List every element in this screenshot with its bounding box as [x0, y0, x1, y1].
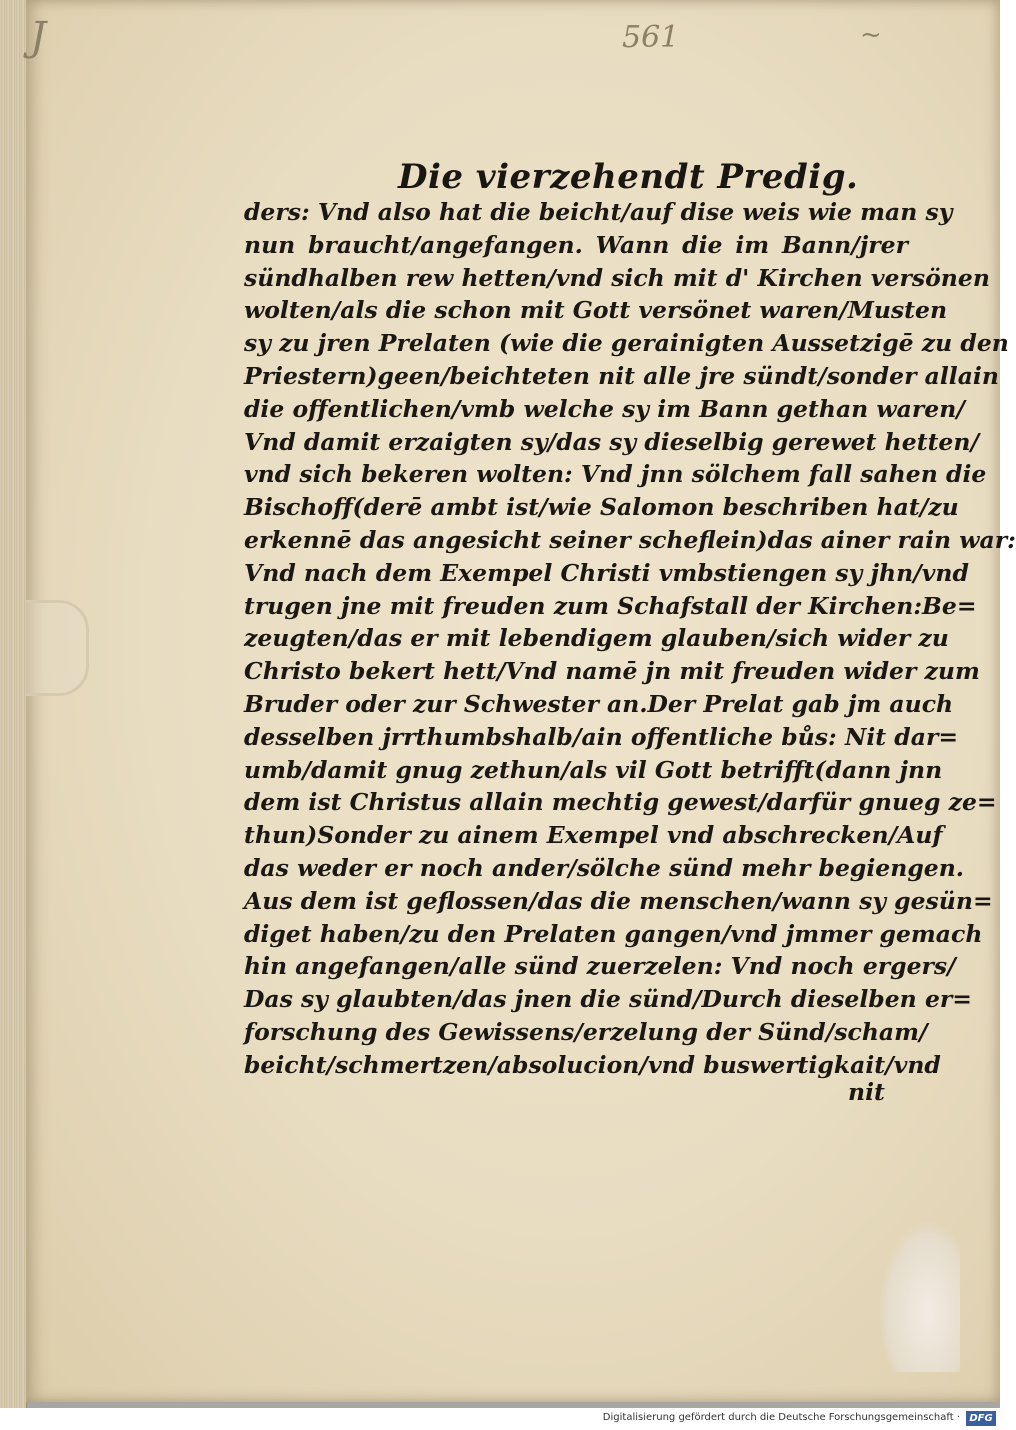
dfg-logo: DFG — [966, 1411, 996, 1426]
text-line: die offentlichen/vmb welche sy im Bann gethan waren/ — [244, 394, 965, 423]
text-line: zeugten/das er mit lebendigem glauben/sich wider zu — [244, 624, 949, 653]
text-line: Aus dem ist geflossen/das die menschen/wann sy gesün= — [244, 886, 993, 915]
funding-credit: Digitalisierung gefördert durch die Deutsche Forschungsgemeinschaft · — [602, 1412, 960, 1423]
folio-number: 561 — [622, 20, 680, 55]
text-line: desselben jrrthumbshalb/ain offentliche bůs: Nit dar= — [244, 722, 959, 751]
text-line: hin angefangen/alle sünd zuerzelen: Vnd noch ergers/ — [244, 952, 956, 981]
text-line: Vnd damit erzaigten sy/das sy dieselbig gerewet hetten/ — [244, 427, 980, 456]
text-line: sündhalben rew hetten/vnd sich mit d' Kirchen versönen — [244, 263, 990, 292]
running-head: Die vierzehendt Predig. — [398, 157, 859, 197]
body-text — [244, 196, 1016, 1082]
corner-mark-left: J — [30, 14, 47, 60]
page-clip — [26, 600, 89, 696]
text-line: trugen jne mit freuden zum Schafstall der Kirchen:Be= — [244, 591, 977, 620]
text-line: erkennē das angesicht seiner scheflein)das ainer rain war: — [244, 525, 1016, 554]
text-line: diget haben/zu den Prelaten gangen/vnd jmmer gemach — [244, 919, 983, 948]
text-line: thun)Sonder zu ainem Exempel vnd abschrecken/Auf — [244, 821, 943, 850]
text-line: beicht/schmertzen/absolucion/vnd buswertigkait/vnd — [244, 1050, 941, 1079]
text-line: Bruder oder zur Schwester an.Der Prelat gab jm auch — [244, 689, 954, 718]
text-line: wolten/als die schon mit Gott versönet waren/Musten — [244, 296, 948, 325]
text-line: Christo bekert hett/Vnd namē jn mit freuden wider zum — [244, 657, 980, 686]
text-line: sy zu jren Prelaten (wie die gerainigten Aussetzigē zu den — [244, 329, 1009, 358]
text-line: Das sy glaubten/das jnen die sünd/Durch dieselben er= — [244, 985, 972, 1014]
text-line: umb/damit gnug zethun/als vil Gott betrifft(dann jnn — [244, 755, 943, 784]
text-line: ders: Vnd also hat die beicht/auf dise weis wie man sy — [244, 198, 953, 226]
corner-tear — [880, 1222, 960, 1372]
catchword: nit — [848, 1078, 885, 1106]
text-line: forschung des Gewissens/erzelung der Sünd/scham/ — [244, 1017, 928, 1046]
page-edges — [0, 0, 27, 1408]
text-line: das weder er noch ander/sölche sünd mehr begiengen. — [244, 853, 964, 882]
text-line: nun braucht/angefangen. Wann die im Bann/jrer — [244, 230, 908, 259]
text-line: Priestern)geen/beichteten nit alle jre sündt/sonder allain — [244, 361, 999, 390]
text-line: vnd sich bekeren wolten: Vnd jnn sölchem fall sahen die — [244, 460, 987, 489]
text-line: Vnd nach dem Exempel Christi vmbstiengen sy jhn/vnd — [244, 558, 969, 587]
footer — [0, 1408, 1000, 1430]
corner-mark-right: ~ — [860, 20, 882, 50]
text-line: dem ist Christus allain mechtig gewest/darfür gnueg ze= — [244, 788, 997, 817]
text-line: Bischoff(derē ambt ist/wie Salomon beschriben hat/zu — [244, 493, 959, 522]
